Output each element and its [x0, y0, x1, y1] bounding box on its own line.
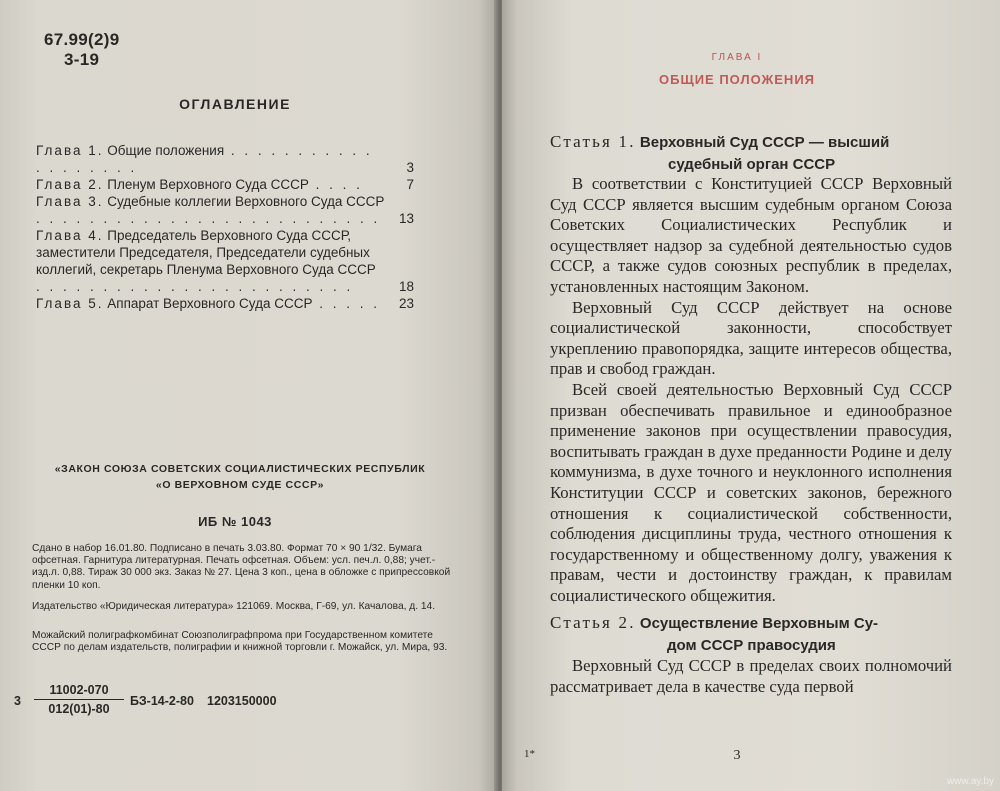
catalog-id: 1203150000	[207, 694, 277, 708]
article-body	[550, 656, 952, 697]
article-title-line: судебный орган СССР	[668, 156, 836, 173]
toc-item-page: 18	[398, 279, 414, 294]
toc-item-page: 13	[398, 211, 414, 226]
law-title-line: «О ВЕРХОВНОМ СУДЕ СССР»	[155, 479, 325, 491]
catalog-numerator: 11002-070	[34, 683, 124, 700]
catalog-code: 3-19	[64, 50, 100, 69]
chapter-label: ГЛАВА I	[711, 52, 763, 63]
paragraph: В соответствии с Конституцией СССР Верховный Суд СССР является высшим судебным органом Союза Советских Социалистических Республик и осуществляет надзор за судебной деятельностью судов СССР, а также судов союзных республик в пределах, установленных настоящим Законом.	[550, 174, 952, 296]
toc-item-page: 3	[406, 160, 414, 175]
toc-item-title: Аппарат Верховного Суда СССР	[107, 296, 313, 311]
toc-leader: . . . . . . . . . . . . . . . . . . .	[36, 143, 373, 175]
toc-item-label: Глава 4.	[36, 228, 104, 243]
toc-leader: . . . . . . . . . . . . . . . . . . . . . . . . . .	[36, 211, 381, 226]
toc-item-title: Пленум Верховного Суда СССР	[107, 177, 309, 192]
signature-mark: 1*	[524, 748, 535, 760]
toc-item	[36, 295, 414, 312]
left-page	[0, 0, 498, 791]
article-title-line: дом СССР правосудия	[667, 637, 836, 654]
article-heading	[550, 131, 950, 176]
toc-item	[36, 176, 414, 193]
article-title-line: Осуществление Верховным Су-	[639, 615, 879, 632]
toc-leader: . . . .	[308, 177, 363, 192]
catalog-denominator: 012(01)-80	[48, 702, 110, 716]
law-title	[30, 461, 450, 493]
printing-details: Сдано в набор 16.01.80. Подписано в печать 3.03.80. Формат 70 × 90 1/32. Бумага офсетная. Гарнитура литературная. Печать офсетная. Объем: усл. печ.л. 0,88; учет.-изд.л. 0,88. Тираж 30 000 экз. Заказ № 27. Цена 3 коп., цена в обложке с припрессовкой пленки 10 коп.	[32, 543, 451, 591]
toc-item-label: Глава 3.	[36, 194, 104, 209]
article-number: Статья 2.	[550, 613, 636, 632]
article-heading	[550, 612, 950, 657]
toc-item-title: Председатель Верховного Суда СССР, заместители Председателя, Председатели судебных коллегий, секретарь Пленума Верховного Суда СССР	[36, 228, 376, 277]
law-title-line: «ЗАКОН СОЮЗА СОВЕТСКИХ СОЦИАЛИСТИЧЕСКИХ РЕСПУБЛИК	[54, 463, 426, 475]
paragraph: Всей своей деятельностью Верховный Суд СССР призван обеспечивать правильное и единообразное применение законов при осуществлении правосудия, воспитывать граждан в духе преданности Родине и делу коммунизма, в духе точного и неуклонного исполнения Конституции СССР и советских законов, бережного отношения к социалистической собственности, соблюдения дисциплины труда, честного отношения к государственному и общественному долгу, уважения к правам, чести и достоинству граждан, к правилам социалистического общежития.	[550, 379, 952, 605]
classification-code: 67.99(2)9	[44, 30, 120, 49]
toc-item-title: Судебные коллегии Верховного Суда СССР	[107, 194, 385, 209]
toc-item-label: Глава 1.	[36, 143, 104, 158]
publisher-info: Издательство «Юридическая литература» 121069. Москва, Г-69, ул. Качалова, д. 14.	[32, 601, 436, 612]
paragraph: Верховный Суд СССР в пределах своих полномочий рассматривает дела в качестве суда первой	[550, 656, 952, 696]
toc-item-label: Глава 5.	[36, 296, 104, 311]
table-of-contents	[36, 142, 414, 312]
ib-number: ИБ № 1043	[198, 514, 272, 529]
printer-info: Можайский полиграфкомбинат Союзполиграфпрома при Государственном комитете СССР по делам издательств, полиграфии и книжной торговли г. Можайск, ул. Мира, 93.	[32, 630, 448, 654]
catalog-lead-digit: 3	[14, 694, 21, 708]
page-number: 3	[733, 748, 741, 763]
toc-item	[36, 227, 414, 295]
article-title-line: Верховный Суд СССР — высший	[639, 134, 890, 151]
toc-item	[36, 142, 414, 176]
article-number: Статья 1.	[550, 132, 636, 151]
toc-title: ОГЛАВЛЕНИЕ	[179, 96, 291, 112]
article-body	[550, 174, 952, 606]
catalog-fraction-block	[34, 683, 124, 716]
chapter-title: ОБЩИЕ ПОЛОЖЕНИЯ	[658, 72, 816, 87]
watermark: www.ay.by	[946, 776, 994, 787]
toc-item-label: Глава 2.	[36, 177, 104, 192]
toc-item	[36, 193, 414, 227]
catalog-plan-code: БЗ-14-2-80	[130, 694, 194, 708]
right-page	[502, 0, 1000, 791]
paragraph: Верховный Суд СССР действует на основе социалистической законности, способствует укреплению правопорядка, защите интересов общества, прав и свобод граждан.	[550, 297, 952, 379]
toc-leader: . . . . . . . . . . . . . . . . . . . . . . . .	[36, 279, 354, 294]
toc-item-title: Общие положения	[107, 143, 225, 158]
toc-item-page: 23	[398, 296, 414, 311]
toc-leader: . . . . .	[312, 296, 380, 311]
toc-item-page: 7	[406, 177, 414, 192]
